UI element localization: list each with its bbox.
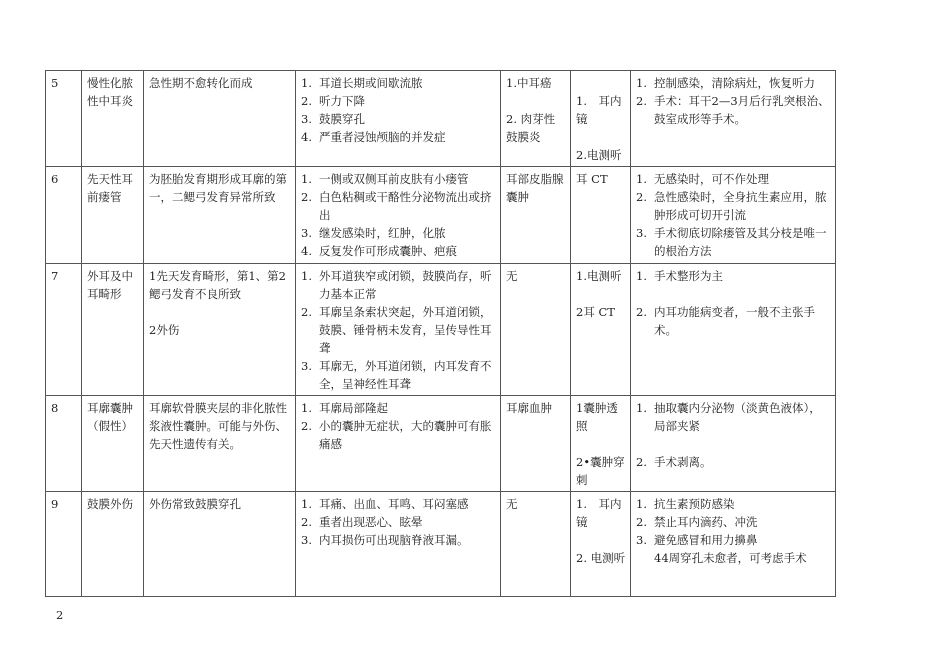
table-row bbox=[46, 71, 836, 167]
list-item bbox=[301, 531, 496, 549]
item-text: 耳痛、出血、耳鸣、耳闷塞感 bbox=[319, 497, 469, 511]
row-number-cell: 7 bbox=[46, 264, 82, 396]
list-item bbox=[301, 170, 496, 188]
exam-cell bbox=[571, 396, 631, 492]
page-number: 2 bbox=[56, 608, 64, 622]
item-number: 1. bbox=[636, 76, 647, 90]
disease-name-cell: 先天性耳前瘘管 bbox=[82, 167, 144, 264]
item-text: 禁止耳内滴药、冲洗 bbox=[654, 515, 758, 529]
list-item bbox=[636, 74, 831, 92]
list-item bbox=[636, 513, 831, 531]
cell-line: 1囊肿透照 bbox=[576, 401, 618, 433]
item-number: 3. bbox=[301, 112, 312, 126]
blank-line bbox=[636, 435, 831, 453]
item-number: 2. bbox=[301, 94, 312, 108]
item-number: 1. bbox=[636, 269, 647, 283]
row-number-cell: 8 bbox=[46, 396, 82, 492]
blank-line bbox=[576, 285, 626, 303]
blank-line bbox=[149, 303, 291, 321]
item-number: 3. bbox=[301, 533, 312, 547]
item-text: 鼓膜穿孔 bbox=[319, 112, 365, 126]
list-item bbox=[301, 128, 496, 146]
item-text: 抽取囊内分泌物（淡黄色液体），局部夹紧 bbox=[654, 401, 821, 433]
blank-line bbox=[576, 435, 626, 453]
symptoms-cell bbox=[296, 492, 501, 597]
list-item bbox=[636, 399, 831, 435]
symptoms-cell bbox=[296, 264, 501, 396]
list-item bbox=[301, 110, 496, 128]
list-item bbox=[636, 170, 831, 188]
cell-line: 外伤常致鼓膜穿孔 bbox=[149, 497, 241, 511]
item-text: 手术剥离。 bbox=[654, 455, 712, 469]
differential-cell bbox=[501, 167, 571, 264]
disease-name-cell: 外耳及中耳畸形 bbox=[82, 264, 144, 396]
item-number: 4. bbox=[301, 244, 312, 258]
list-item bbox=[301, 267, 496, 303]
list-item bbox=[636, 303, 831, 339]
item-number: 2. bbox=[636, 515, 647, 529]
item-text: 一侧或双侧耳前皮肤有小瘘管 bbox=[319, 172, 469, 186]
treatment-cell bbox=[631, 71, 836, 167]
item-text: 耳廓局部隆起 bbox=[319, 401, 388, 415]
symptoms-cell bbox=[296, 71, 501, 167]
differential-cell bbox=[501, 264, 571, 396]
item-text: 反复发作可形成囊肿、疤痕 bbox=[319, 244, 457, 258]
item-text: 44周穿孔未愈者，可考虑手术 bbox=[654, 551, 807, 565]
list-item bbox=[636, 267, 831, 285]
item-text: 耳道长期或间歇流脓 bbox=[319, 76, 423, 90]
exam-cell bbox=[571, 71, 631, 167]
exam-cell bbox=[571, 492, 631, 597]
table-row bbox=[46, 264, 836, 396]
differential-cell bbox=[501, 492, 571, 597]
list-item bbox=[301, 399, 496, 417]
item-number: 1. bbox=[301, 401, 312, 415]
cell-line: 1.电测听 bbox=[576, 269, 622, 283]
symptoms-cell bbox=[296, 167, 501, 264]
row-number-cell: 5 bbox=[46, 71, 82, 167]
item-number bbox=[636, 549, 654, 567]
cell-line: 2. 电测听 bbox=[576, 551, 626, 565]
item-number: 2. bbox=[301, 515, 312, 529]
list-item bbox=[636, 549, 831, 567]
cell-line: 急性期不愈转化而成 bbox=[149, 76, 253, 90]
item-number: 2. bbox=[636, 455, 647, 469]
differential-cell bbox=[501, 396, 571, 492]
cause-cell bbox=[144, 492, 296, 597]
disease-name-cell: 慢性化脓性中耳炎 bbox=[82, 71, 144, 167]
cell-line: 1.中耳癌 bbox=[506, 76, 552, 90]
item-text: 重者出现恶心、眩晕 bbox=[319, 515, 423, 529]
item-number: 2. bbox=[636, 305, 647, 319]
item-number: 1. bbox=[301, 76, 312, 90]
item-number: 3. bbox=[301, 226, 312, 240]
disease-name-cell: 耳廓囊肿（假性） bbox=[82, 396, 144, 492]
cell-line: 耳 CT bbox=[576, 172, 608, 186]
item-number: 2. bbox=[301, 305, 312, 319]
cell-line: 2外伤 bbox=[149, 323, 180, 337]
item-text: 外耳道狭窄或闭锁，鼓膜尚存，听力基本正常 bbox=[319, 269, 492, 301]
item-number: 3. bbox=[636, 226, 647, 240]
treatment-cell bbox=[631, 492, 836, 597]
blank-line bbox=[506, 92, 566, 110]
cell-line: 1. 耳内镜 bbox=[576, 497, 622, 529]
list-item bbox=[301, 357, 496, 393]
exam-cell bbox=[571, 264, 631, 396]
disease-name-cell: 鼓膜外伤 bbox=[82, 492, 144, 597]
list-item bbox=[301, 224, 496, 242]
list-item bbox=[301, 74, 496, 92]
list-item bbox=[636, 495, 831, 513]
blank-line bbox=[636, 285, 831, 303]
blank-line bbox=[576, 531, 626, 549]
item-text: 手术整形为主 bbox=[654, 269, 723, 283]
item-number: 4. bbox=[301, 130, 312, 144]
item-number: 2. bbox=[636, 190, 647, 204]
item-text: 听力下降 bbox=[319, 94, 365, 108]
item-text: 小的囊肿无症状，大的囊肿可有胀痛感 bbox=[319, 419, 492, 451]
cell-line: 无 bbox=[506, 269, 518, 283]
item-text: 控制感染，清除病灶，恢复听力 bbox=[654, 76, 815, 90]
cause-cell bbox=[144, 264, 296, 396]
item-text: 抗生素预防感染 bbox=[654, 497, 735, 511]
item-text: 继发感染时，红肿，化脓 bbox=[319, 226, 446, 240]
list-item bbox=[301, 513, 496, 531]
exam-cell bbox=[571, 167, 631, 264]
list-item bbox=[636, 188, 831, 224]
item-number: 3. bbox=[636, 533, 647, 547]
item-text: 耳廓呈条索状突起，外耳道闭锁，鼓膜、锤骨柄未发育，呈传导性耳聋 bbox=[319, 305, 492, 355]
cell-line: 耳廓软骨膜夹层的非化脓性浆液性囊肿。可能与外伤、先天性遗传有关。 bbox=[149, 401, 287, 451]
cell-line: 1先天发育畸形，第1、第2鳃弓发育不良所致 bbox=[149, 269, 286, 301]
item-number: 1. bbox=[636, 497, 647, 511]
item-text: 手术彻底切除瘘管及其分枝是唯一的根治方法 bbox=[654, 226, 827, 258]
symptoms-cell bbox=[296, 396, 501, 492]
cell-line: 2耳 CT bbox=[576, 305, 615, 319]
list-item bbox=[636, 453, 831, 471]
cell-line: 2.电测听 bbox=[576, 148, 622, 162]
cell-line: 为胚胎发育期形成耳廓的第一，二鳃弓发育异常所致 bbox=[149, 172, 287, 204]
list-item bbox=[301, 188, 496, 224]
item-text: 避免感冒和用力擤鼻 bbox=[654, 533, 758, 547]
treatment-cell bbox=[631, 167, 836, 264]
item-number: 1. bbox=[636, 172, 647, 186]
item-number: 1. bbox=[301, 269, 312, 283]
item-number: 3. bbox=[301, 359, 312, 373]
item-number: 2. bbox=[636, 94, 647, 108]
list-item bbox=[301, 303, 496, 357]
item-text: 手术：耳干2—3月后行乳突根治、鼓室成形等手术。 bbox=[654, 94, 830, 126]
item-text: 耳廓无，外耳道闭锁，内耳发育不全，呈神经性耳聋 bbox=[319, 359, 492, 391]
row-number-cell: 9 bbox=[46, 492, 82, 597]
treatment-cell bbox=[631, 396, 836, 492]
item-text: 白色粘稠或干酪性分泌物流出或挤出 bbox=[319, 190, 492, 222]
list-item bbox=[301, 417, 496, 453]
list-item bbox=[636, 224, 831, 260]
cell-line: 1. 耳内镜 bbox=[576, 94, 622, 126]
item-text: 内耳功能病变者，一般不主张手术。 bbox=[654, 305, 815, 337]
list-item bbox=[301, 495, 496, 513]
treatment-cell bbox=[631, 264, 836, 396]
list-item bbox=[636, 92, 831, 128]
differential-cell bbox=[501, 71, 571, 167]
blank-line bbox=[576, 128, 626, 146]
cell-line: 无 bbox=[506, 497, 518, 511]
item-text: 内耳损伤可出现脑脊液耳漏。 bbox=[319, 533, 469, 547]
cell-line: 2. 肉芽性鼓膜炎 bbox=[506, 112, 556, 144]
item-number: 1. bbox=[301, 497, 312, 511]
disease-table bbox=[45, 70, 836, 597]
blank-line bbox=[576, 74, 626, 92]
list-item bbox=[636, 531, 831, 549]
table-row bbox=[46, 492, 836, 597]
table-row bbox=[46, 167, 836, 264]
table-row bbox=[46, 396, 836, 492]
row-number-cell: 6 bbox=[46, 167, 82, 264]
item-text: 无感染时，可不作处理 bbox=[654, 172, 769, 186]
cell-line: 2•囊肿穿刺 bbox=[576, 455, 625, 487]
cell-line: 耳部皮脂腺囊肿 bbox=[506, 172, 564, 204]
table-body bbox=[46, 71, 836, 597]
item-number: 1. bbox=[301, 172, 312, 186]
cause-cell bbox=[144, 396, 296, 492]
list-item bbox=[301, 92, 496, 110]
list-item bbox=[301, 242, 496, 260]
cause-cell bbox=[144, 71, 296, 167]
cause-cell bbox=[144, 167, 296, 264]
item-text: 急性感染时，全身抗生素应用，脓肿形成可切开引流 bbox=[654, 190, 827, 222]
item-text: 严重者浸蚀颅脑的并发症 bbox=[319, 130, 446, 144]
item-number: 2. bbox=[301, 419, 312, 433]
item-number: 1. bbox=[636, 401, 647, 415]
item-number: 2. bbox=[301, 190, 312, 204]
cell-line: 耳廓血肿 bbox=[506, 401, 552, 415]
